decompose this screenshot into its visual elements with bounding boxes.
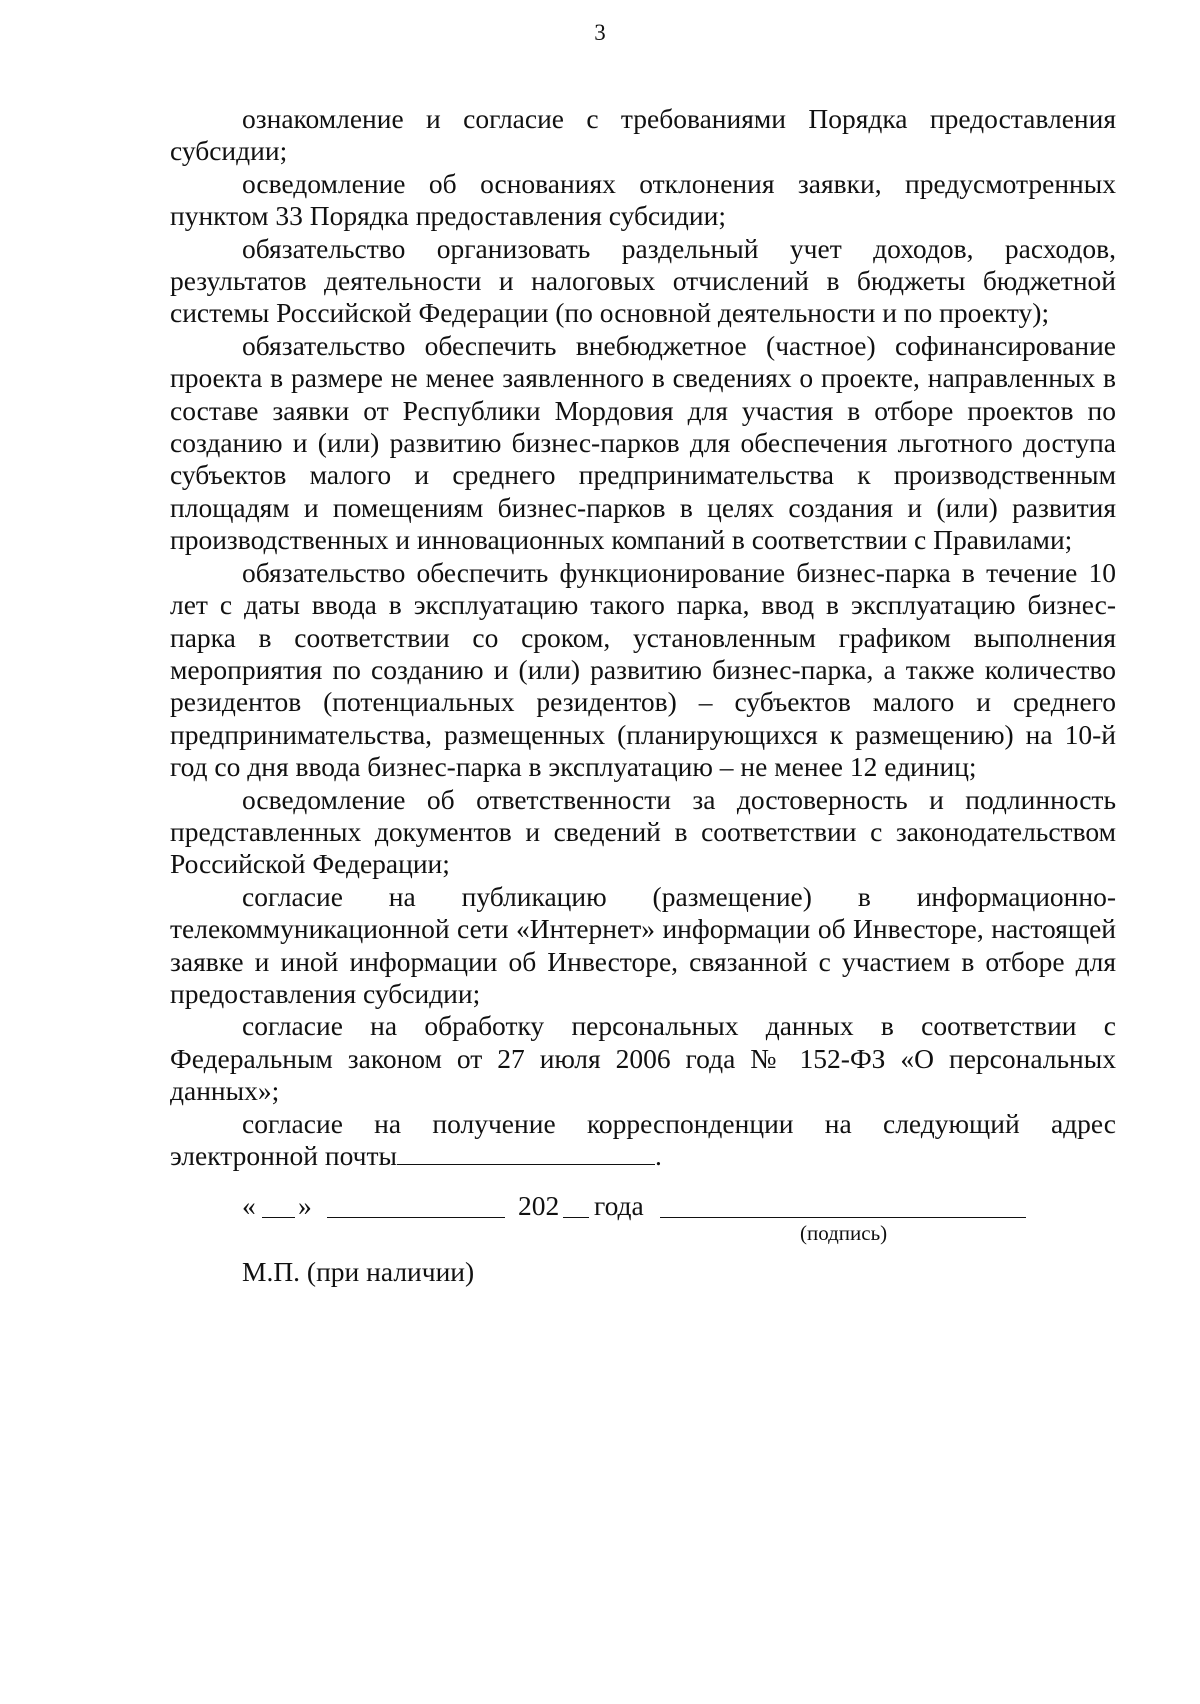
paragraph-business-park-operation: обязательство обеспечить функционирование бизнес-парка в течение 10 лет с даты ввода в эксплуатацию такого парка, ввод в эксплуатацию бизнес-парка в соответствии со сроком, установленным графиком выполнения мероприятия по созданию и (или) развитию бизнес-парка, а также количество резидентов (потенциальных резидентов) – субъектов малого и среднего предпринимательства, размещенных (планирующихся к размещению) на 10-й год со дня ввода бизнес-парка в эксплуатацию – не менее 12 единиц; <box>170 556 1116 783</box>
paragraph-personal-data-consent: согласие на обработку персональных данных в соответствии с Федеральным законом от 27 июля 2006 года № 152-ФЗ «О персональных данных»; <box>170 1010 1116 1107</box>
page-number: 3 <box>594 20 606 45</box>
stamp-note: М.П. (при наличии) <box>242 1256 475 1287</box>
quote-open: « <box>242 1190 256 1221</box>
day-blank <box>262 1217 295 1218</box>
paragraph-acquaintance: ознакомление и согласие с требованиями Порядка предоставления субсидии; <box>170 103 1116 167</box>
paragraph-rejection-grounds: осведомление об основаниях отклонения заявки, предусмотренных пунктом 33 Порядка предоставления субсидии; <box>170 167 1116 232</box>
signature-caption: (подпись) <box>800 1221 888 1245</box>
signature-blank <box>660 1217 1026 1218</box>
signature-block <box>170 1190 1116 1287</box>
year-word: года <box>594 1190 644 1221</box>
paragraph-separate-accounting: обязательство организовать раздельный учет доходов, расходов, результатов деятельности и налоговых отчислений в бюджеты бюджетной системы Российской Федерации (по основной деятельности и по проекту); <box>170 232 1116 329</box>
month-blank <box>327 1217 505 1218</box>
email-consent-end: . <box>654 1140 662 1171</box>
year-blank <box>563 1217 589 1218</box>
email-consent-text: согласие на получение корреспонденции на следующий адрес электронной почты <box>170 1107 1116 1171</box>
year-prefix: 202 <box>518 1190 560 1221</box>
paragraph-email-consent <box>170 1108 1116 1173</box>
paragraph-responsibility: осведомление об ответственности за достоверность и подлинность представленных документов и сведений в соответствии с законодательством Российской Федерации; <box>170 783 1116 880</box>
paragraph-publication-consent: согласие на публикацию (размещение) в информационно-телекоммуникационной сети «Интернет» информации об Инвесторе, настоящей заявке и иной информации об Инвесторе, связанной с участием в отборе для предоставления субсидии; <box>170 880 1116 1009</box>
quote-close: » <box>298 1190 312 1221</box>
paragraph-cofinancing: обязательство обеспечить внебюджетное (частное) софинансирование проекта в размере не менее заявленного в сведениях о проекте, направленных в составе заявки от Республики Мордовия для участия в отборе проектов по созданию и (или) развитию бизнес-парков для обеспечения льготного доступа субъектов малого и среднего предпринимательства к производственным площадям и помещениям бизнес-парков в целях создания и (или) развития производственных и инновационных компаний в соответствии с Правилами; <box>170 329 1116 556</box>
email-blank-line <box>397 1140 655 1165</box>
document-body <box>170 103 1116 1172</box>
date-signature-line <box>170 1190 1116 1222</box>
